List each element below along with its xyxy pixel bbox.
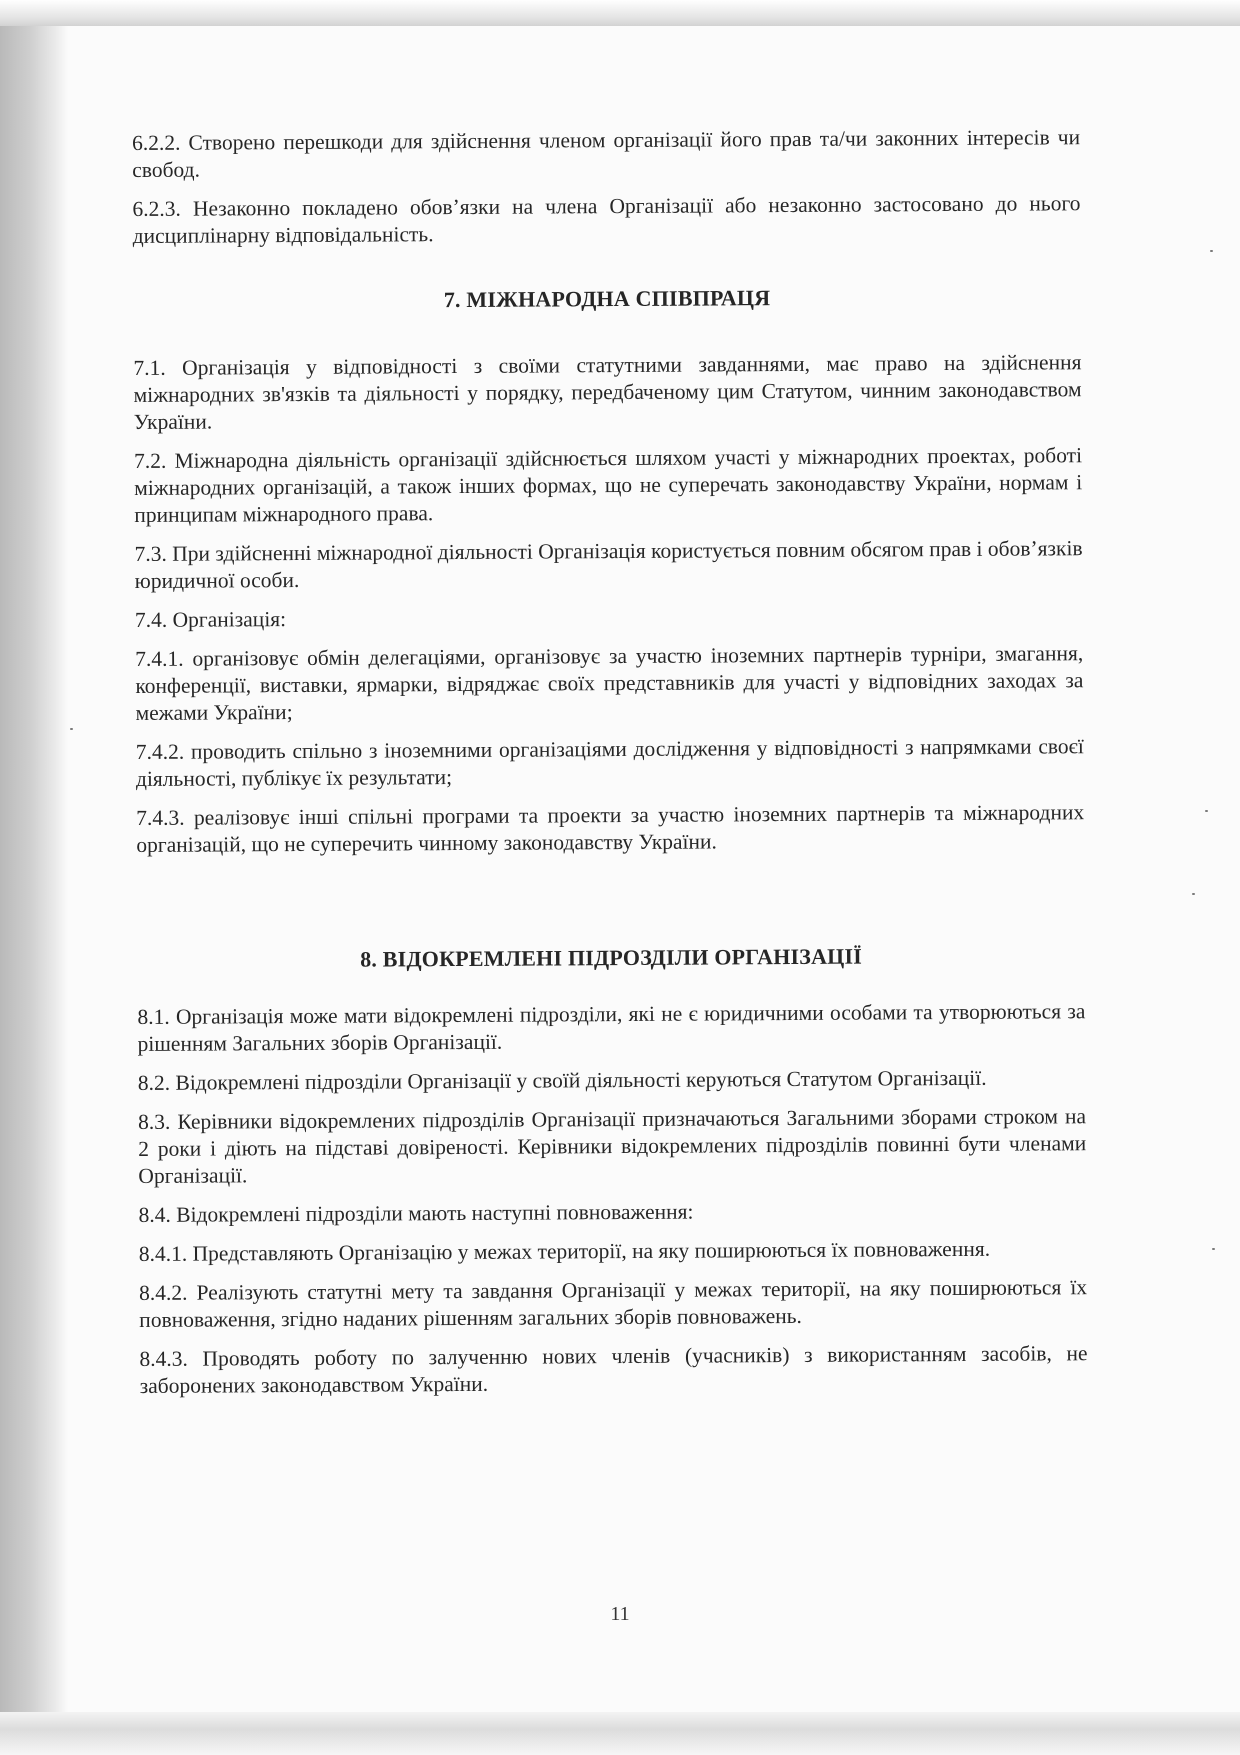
paragraph-7-1: 7.1. Організація у відповідності з своїми статутними завданнями, має право на здійснення міжнародних зв'язків та діяльності у порядку, передбаченому цим Статутом, чинним законодавством України. bbox=[133, 350, 1082, 434]
paragraph-8-3: 8.3. Керівники відокремлених підрозділів Організації призначаються Загальними зборами строком на 2 роки і діють на підставі довіреності. Керівники відокремлених підрозділів повинні бути членами Організації. bbox=[137, 1104, 1087, 1188]
document-body bbox=[132, 124, 1088, 1412]
paragraph-8-4-1: 8.4.1. Представляють Організацію у межах території, на яку поширюються їх повноваження. bbox=[138, 1236, 991, 1266]
paragraph-6-2-2: 6.2.2. Створено перешкоди для здійснення членом організації його прав та/чи законних інтересів чи свобод. bbox=[132, 125, 1081, 182]
scan-speck bbox=[1212, 1248, 1215, 1250]
scan-left-shadow bbox=[0, 0, 68, 1755]
paragraph-6-2-3: 6.2.3. Незаконно покладено обов’язки на члена Організації або незаконно застосовано до нього дисциплінарну відповідальність. bbox=[132, 191, 1081, 248]
scan-speck bbox=[1210, 250, 1213, 252]
paragraph-7-4-2: 7.4.2. проводить спільно з іноземними організаціями дослідження у відповідності з напрямками своєї діяльності, публікує їх результати; bbox=[135, 734, 1084, 791]
paragraph-8-4: 8.4. Відокремлені підрозділи мають наступні повноваження: bbox=[138, 1199, 694, 1227]
paragraph-8-4-3: 8.4.3. Проводять роботу по залученню нових членів (учасників) з використанням засобів, не заборонених законодавством України. bbox=[139, 1341, 1088, 1398]
paragraph-7-4: 7.4. Організація: bbox=[134, 607, 287, 632]
paragraph-7-2: 7.2. Міжнародна діяльність організації здійснюється шляхом участі у міжнародних проектах, роботі міжнародних організацій, а також інших формах, що не суперечать законодавству України, нормам і принципам міжнародного права. bbox=[133, 443, 1083, 527]
page-number: 11 bbox=[610, 1603, 630, 1625]
paragraph-7-4-3: 7.4.3. реалізовує інші спільні програми та проекти за участю іноземних партнерів та міжнародних організацій, що не суперечить чинному законодавству України. bbox=[136, 800, 1085, 857]
scan-top-shadow bbox=[0, 0, 1240, 26]
scan-bottom-shadow bbox=[0, 1712, 1240, 1755]
scan-speck bbox=[1192, 893, 1195, 895]
paragraph-7-4-1: 7.4.1. організовує обмін делегаціями, організовує за участю іноземних партнерів турніри, змагання, конференції, виставки, ярмарки, відряджає своїх представників для участі у відповідних заходах за межами України; bbox=[135, 641, 1084, 725]
paragraph-8-4-2: 8.4.2. Реалізують статутні мету та завдання Організації у межах території, на яку поширюються їх повноваження, згідно наданих рішенням загальних зборів повноважень. bbox=[139, 1275, 1088, 1332]
scan-speck bbox=[70, 728, 73, 730]
section-8-heading: 8. ВІДОКРЕМЛЕНІ ПІДРОЗДІЛИ ОРГАНІЗАЦІЇ bbox=[360, 943, 863, 972]
paragraph-7-3: 7.3. При здійсненні міжнародної діяльності Організація користується повним обсягом прав і обов’язків юридичної особи. bbox=[134, 536, 1083, 593]
paragraph-8-1: 8.1. Організація може мати відокремлені підрозділи, які не є юридичними особами та утворюються за рішенням Загальних зборів Організації. bbox=[137, 999, 1086, 1056]
section-7-heading: 7. МІЖНАРОДНА СПІВПРАЦЯ bbox=[443, 285, 771, 313]
scan-speck bbox=[1205, 810, 1208, 812]
paragraph-8-2: 8.2. Відокремлені підрозділи Організації у своїй діяльності керуються Статутом Організації. bbox=[137, 1065, 987, 1095]
